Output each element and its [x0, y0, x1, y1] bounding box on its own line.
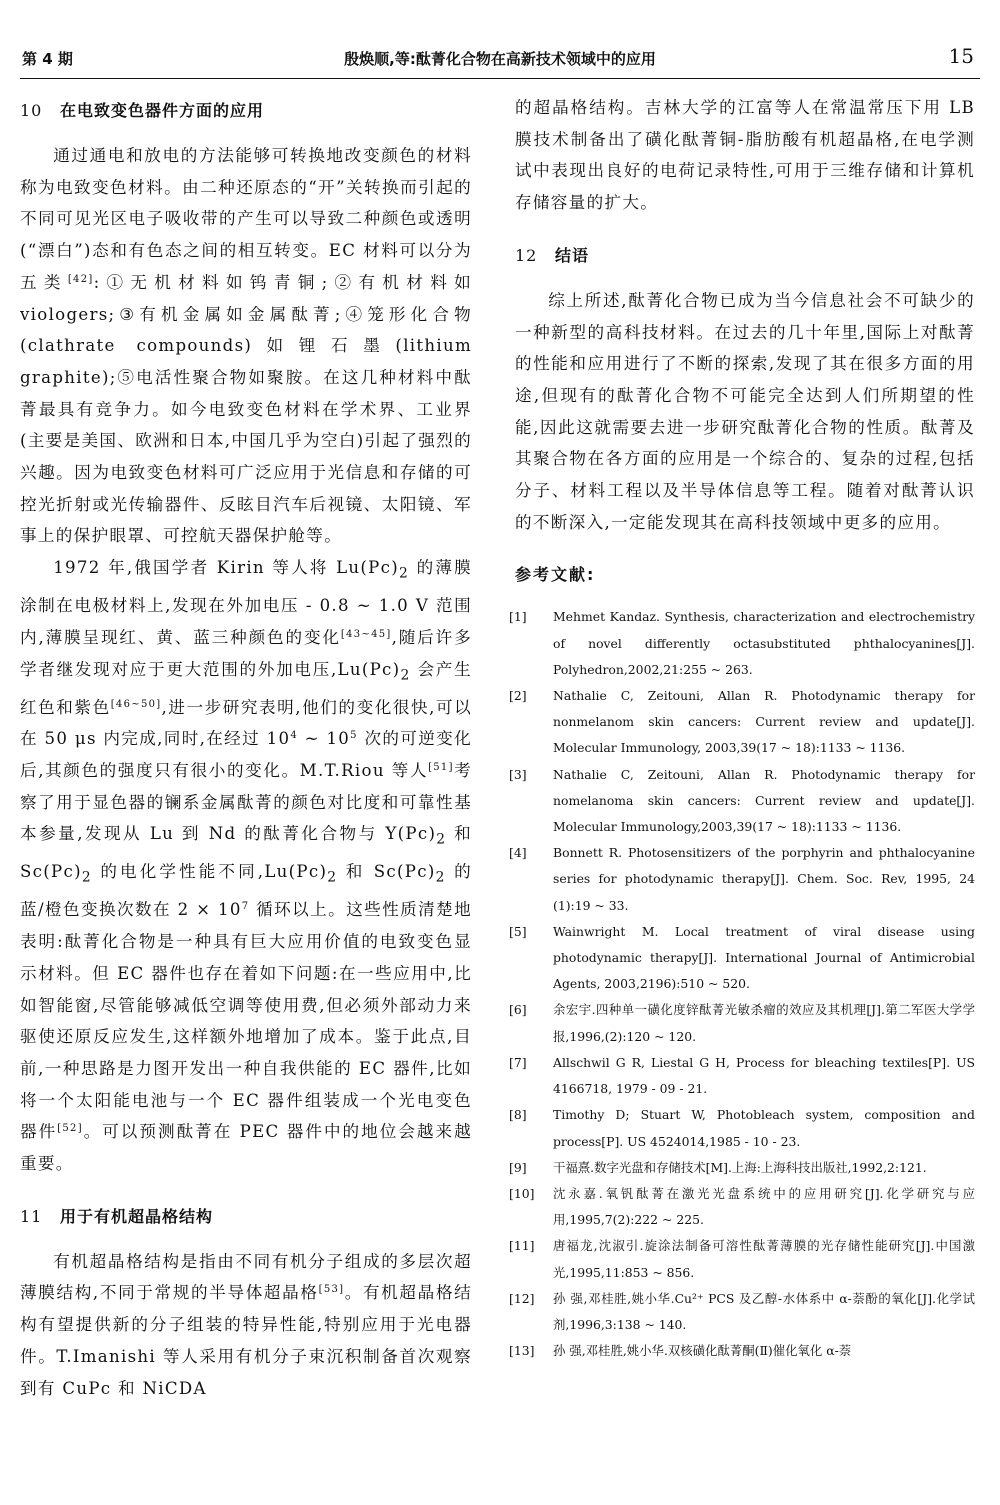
text-run: 和 Sc(Pc) [20, 824, 472, 882]
superscript: 5 [350, 730, 358, 742]
page-number: 15 [948, 44, 974, 68]
citation: [46~50] [110, 698, 162, 710]
references-list [509, 604, 975, 1364]
section-10-paragraph-1 [20, 140, 472, 552]
reference-number: [2] [509, 688, 527, 704]
text-run: ,进一步研究表明,他们的变化很快,可以在 50 μs 内完成,同时,在经过 10 [20, 697, 473, 749]
reference-text: Nathalie C, Zeitouni, Allan R. Photodynamic therapy for nomelanoma skin cancers: Current review and update[J]. Molecular Immunology,2003,39(17 ~ 18):1133 ~ 1136. [553, 766, 975, 835]
text-run: ,随后许多学者继发现对应于更大范围的外加电压,Lu(Pc) [20, 627, 472, 679]
text-run: 的电化学性能不同,Lu(Pc) [91, 862, 328, 882]
reference-number: [9] [509, 1159, 527, 1175]
text-run: 考察了用于显色器的镧系金属酞菁的颜色对比度和可靠性基本参量,发现从 Lu 到 Nd 的酞菁化合物与 Y(Pc) [20, 760, 472, 844]
reference-text: 孙 强,邓桂胜,姚小华.双核磺化酞菁酮(Ⅱ)催化氧化 α-萘 [553, 1343, 852, 1359]
text-run: 循环以上。这些性质清楚地表明:酞菁化合物是一种具有巨大应用价值的电致变色显示材料。但 EC 器件也存在着如下问题:在一些应用中,比如智能窗,尽管能够减低空调等使用费,但必须外部动力来驱使还原反应发生,这样额外地增加了成本。鉴于此点,目前,一种思路是力图开发出一种自我供能的 EC 器件,比如将一个太阳能电池与一个 EC 器件组装成一个光电变色器件 [20, 900, 472, 1142]
reference-item [509, 1286, 975, 1338]
section-11-title: 用于有机超晶格结构 [60, 1206, 214, 1226]
running-title: 殷焕顺,等:酞菁化合物在高新技术领域中的应用 [344, 50, 656, 68]
reference-number: [3] [509, 766, 527, 782]
reference-item [509, 1233, 975, 1285]
superscript: 7 [241, 901, 250, 913]
text-run: 和 Sc(Pc) [337, 862, 436, 882]
reference-item [509, 604, 975, 683]
section-12-number: 12 [515, 245, 538, 265]
reference-item [509, 762, 975, 841]
reference-number: [13] [509, 1343, 535, 1359]
subscript: 2 [81, 869, 92, 886]
subscript: 2 [436, 831, 447, 848]
reference-text: Mehmet Kandaz. Synthesis, characterization and electrochemistry of novel differently octasubstituted phthalocyanines[J]. Polyhedron,2002,21:255 ~ 263. [553, 609, 975, 677]
text-run: 会产生红色和紫色 [20, 659, 472, 717]
reference-item [509, 683, 975, 762]
subscript: 2 [435, 869, 446, 886]
reference-text: Nathalie C, Zeitouni, Allan R. Photodynamic therapy for nonmelanom skin cancers: Current review and update[J]. Molecular Immunology, 2003,39(17 ~ 18):1133 ~ 1136. [553, 688, 975, 756]
text-run: :①无机材料如钨青铜;②有机材料如 viologers;③有机金属如金属酞菁;④笼形化合物(clathrate compounds)如锂石墨(lithium graphite);⑤电活性聚合物如聚胺。在这几种材料中酞菁最具有竞争力。如今电致变色材料在学术界、工业界(主要是美国、欧洲和日本,中国几乎为空白)引起了强烈的兴趣。因为电致变色材料可广泛应用于光信息和存储的可控光折射或光传输器件、反眩目汽车后视镜、太阳镜、军事上的保护眼罩、可控航天器保护舱等。 [20, 272, 472, 546]
reference-number: [11] [509, 1238, 535, 1254]
section-11-heading [20, 1202, 472, 1232]
section-10-number: 10 [20, 101, 43, 120]
text-run: 次的可逆变化后,其颜色的强度只有很小的变化。M.T.Riou 等人 [20, 729, 472, 780]
section-12-title: 结语 [555, 245, 590, 265]
page-header [20, 38, 980, 79]
text-run: 。有机超晶格结构有望提供新的分子组装的特异性能,特别应用于光电器件。T.Imanishi 等人采用有机分子束沉积制备首次观察到有 CuPc 和 NiCDA [20, 1283, 473, 1398]
citation: [51] [428, 761, 454, 773]
text-run: 有机超晶格结构是指由不同有机分子组成的多层次超薄膜结构,不同于常规的半导体超晶格 [20, 1251, 472, 1303]
reference-item [509, 1338, 975, 1364]
text-run: 通过通电和放电的方法能够可转换地改变颜色的材料称为电致变色材料。由二种还原态的“开”关转换而引起的不同可见光区电子吸收带的产生可以导致二种颜色或透明(“漂白”)态和有色态之间的相互转变。EC 材料可以分为五类 [20, 146, 472, 292]
reference-text: Allschwil G R, Liestal G H, Process for bleaching textiles[P]. US 4166718, 1979 - 09 - 21. [553, 1054, 975, 1097]
reference-text: 余宏宇.四种单一磺化度锌酞菁光敏杀瘤的效应及其机理[J].第二军医大学学报,1996,(2):120 ~ 120. [553, 1002, 975, 1044]
reference-item [509, 1155, 975, 1181]
text-run: 的薄膜涂制在电极材料上,发现在外加电压 - 0.8 ~ 1.0 V 范围内,薄膜呈现红、黄、蓝三种颜色的变化 [20, 558, 472, 647]
references-heading: 参考文献: [515, 565, 596, 585]
citation: [43~45] [340, 628, 392, 640]
reference-item [509, 997, 975, 1049]
section-12-heading [515, 241, 975, 271]
reference-item [509, 1102, 975, 1154]
citation: [53] [318, 1284, 345, 1296]
section-10-heading [20, 96, 472, 126]
superscript: 4 [290, 730, 299, 742]
reference-number: [1] [509, 609, 527, 625]
reference-item [509, 1181, 975, 1233]
section-10-title: 在电致变色器件方面的应用 [60, 101, 265, 120]
reference-item [509, 1050, 975, 1102]
left-column [20, 96, 472, 1404]
subscript: 2 [399, 565, 410, 582]
reference-text: Bonnett R. Photosensitizers of the porphyrin and phthalocyanine series for photodynamic therapy[J]. Chem. Soc. Rev, 1995, 24 (1):19 ~ 33. [553, 845, 975, 913]
reference-text: Timothy D; Stuart W, Photobleach system, composition and process[P]. US 4524014,1985 - 10 - 23. [553, 1107, 975, 1149]
reference-number: [7] [509, 1054, 527, 1070]
issue-label: 第 4 期 [22, 50, 73, 68]
reference-item [509, 840, 975, 919]
text-run: ~ 10 [298, 729, 351, 749]
reference-text: Wainwright M. Local treatment of viral disease using photodynamic therapy[J]. International Journal of Antimicrobial Agents, 2003,2196):510 ~ 520. [553, 923, 975, 992]
reference-number: [5] [509, 923, 527, 939]
section-12-paragraph-1: 综上所述,酞菁化合物已成为当今信息社会不可缺少的一种新型的高科技材料。在过去的几十年里,国际上对酞菁的性能和应用进行了不断的探索,发现了其在很多方面的用途,但现有的酞菁化合物不可能完全达到人们所期望的性能,因此这就需要去进一步研究酞菁化合物的性质。酞菁及其聚合物在各方面的应用是一个综合的、复杂的过程,包括分子、材料工程以及半导体信息等工程。随着对酞菁认识的不断深入,一定能发现其在高科技领域中更多的应用。 [515, 290, 975, 532]
reference-text: 干福熹.数字光盘和存储技术[M].上海:上海科技出版社,1992,2:121. [553, 1159, 927, 1175]
section-11-paragraph-1-continued: 的超晶格结构。吉林大学的江富等人在常温常压下用 LB 膜技术制备出了磺化酞菁铜-脂肪酸有机超晶格,在电学测试中表现出良好的电荷记录特性,可用于三维存储和计算机存储容量的扩大。 [515, 98, 975, 213]
reference-number: [12] [509, 1290, 535, 1306]
reference-number: [6] [509, 1002, 527, 1018]
reference-text: 唐福龙,沈淑引.旋涂法制备可溶性酞菁薄膜的光存储性能研究[J].中国激光,1995,11:853 ~ 856. [553, 1238, 975, 1280]
subscript: 2 [400, 666, 411, 683]
reference-item [509, 919, 975, 998]
subscript: 2 [327, 869, 338, 886]
citation: [52] [57, 1123, 83, 1135]
right-column [509, 92, 975, 1364]
citation: [42] [67, 273, 94, 285]
section-11-paragraph-1 [20, 1246, 472, 1405]
reference-number: [8] [509, 1107, 527, 1123]
section-10-paragraph-2 [20, 552, 472, 1180]
reference-number: [10] [509, 1185, 535, 1201]
reference-text: 沈永嘉.氧钒酞菁在激光光盘系统中的应用研究[J].化学研究与应用,1995,7(2):222 ~ 225. [553, 1185, 975, 1228]
text-run: 。可以预测酞菁在 PEC 器件中的地位会越来越重要。 [20, 1122, 472, 1174]
reference-number: [4] [509, 845, 527, 861]
text-run: 1972 年,俄国学者 Kirin 等人将 Lu(Pc) [53, 558, 400, 578]
reference-text: 孙 强,邓桂胜,姚小华.Cu²⁺ PCS 及乙醇-水体系中 α-萘酚的氧化[J].化学试剂,1996,3:138 ~ 140. [553, 1290, 975, 1332]
text-run: 的蓝/橙色变换次数在 2 × 10 [20, 862, 472, 920]
section-11-number: 11 [20, 1206, 43, 1226]
